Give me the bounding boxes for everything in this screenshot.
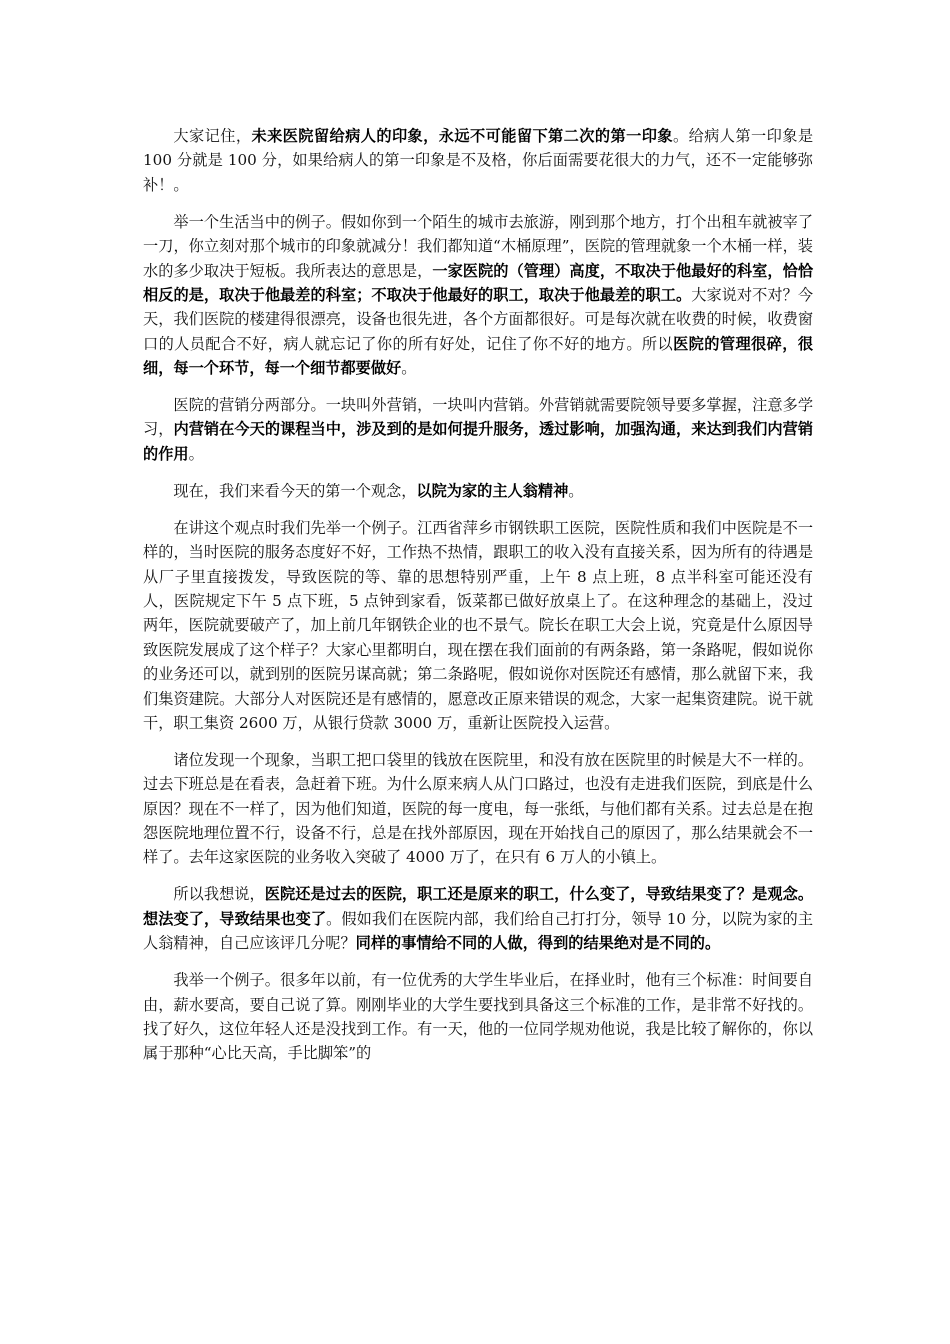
bold-text-run: 一家医院的（管理）高度，不取决于他最好的科室，恰恰相反的是，取决于他最差的科室；不取决于他最好的职工，取决于他最差的职工。 <box>143 261 814 304</box>
bold-text-run: 未来医院留给病人的印象，永远不可能留下第二次的第一印象 <box>251 127 673 145</box>
bold-text-run: 以院为家的主人翁精神 <box>416 481 569 500</box>
bold-text-run: 医院还是过去的医院，职工还是原来的职工，什么变了，导致结果变了？是观念。想法变了，导致结果也变了 <box>143 885 814 928</box>
text-run: 大家记住， <box>173 127 252 145</box>
paragraph-4 <box>143 479 813 503</box>
text-run: 。给病人第一印象是 100 分就是 100 分，如果给病人的第一印象是不及格，你后面需要花很大的力气，还不一定能够弥补！。 <box>143 127 814 194</box>
text-run: 在讲这个观点时我们先举一个例子。江西省萍乡市钢铁职工医院，医院性质和我们中医院是不一样的，当时医院的服务态度好不好，工作热不热情，跟职工的收入没有直接关系，因为所有的待遇是从厂子里直接拨发，导致医院的等、靠的思想特别严重，上午 8 点上班，8 点半科室可能还没有人，医院规定下午 5 点下班，5 点钟到家看，饭菜都已做好放桌上了。在这种理念的基础上，没过两年，医院就要破产了，加上前几年钢铁企业的也不景气。院长在职工大会上说，究竟是什么原因导致医院发展成了这个样子？大家心里都明白，现在摆在我们面前的有两条路，第一条路呢，假如说你的业务还可以，就到别的医院另谋高就；第二条路呢，假如说你对医院还有感情，那么就留下来，我们集资建院。大部分人对医院还是有感情的，愿意改正原来错误的观念，大家一起集资建院。说干就干，职工集资 2600 万，从银行贷款 3000 万，重新让医院投入运营。 <box>143 518 813 732</box>
paragraph-5 <box>143 516 813 736</box>
paragraph-3 <box>143 393 813 466</box>
text-run: 大家说对不对？今天，我们医院的楼建得很漂亮，设备也很先进，各个方面都很好。可是每次就在收费的时候，收费窗口的人员配合不好，病人就忘记了你的所有好处，记住了你不好的地方。所以 <box>143 285 814 353</box>
paragraph-6 <box>143 748 813 870</box>
text-run: 举一个生活当中的例子。假如你到一个陌生的城市去旅游，刚到那个地方，打个出租车就被宰了一刀，你立刻对那个城市的印象就减分！我们都知道“木桶原理”，医院的管理就象一个木桶一样，装水的多少取决于短板。我所表达的意思是， <box>143 212 813 280</box>
bold-text-run: 同样的事情给不同的人做，得到的结果绝对是不同的。 <box>355 934 721 953</box>
text-run: 医院的营销分两部分。一块叫外营销，一块叫内营销。外营销就需要院领导要多掌握，注意多学习， <box>143 396 813 439</box>
paragraph-1 <box>143 124 813 197</box>
text-run: 所以我想说， <box>173 885 265 904</box>
bold-text-run: 医院的管理很碎，很细，每一个环节，每一个细节都要做好 <box>143 334 814 378</box>
paragraph-8 <box>143 968 813 1066</box>
text-run: 现在，我们来看今天的第一个观念， <box>173 481 417 500</box>
text-run: 。假如我们在医院内部，我们给自己打打分，领导 10 分，以院为家的主人翁精神，自己应该评几分呢？ <box>143 909 814 953</box>
text-run: 诸位发现一个现象，当职工把口袋里的钱放在医院里，和没有放在医院里的时候是大不一样的。过去下班总是在看表，急赶着下班。为什么原来病人从门口路过，也没有走进我们医院，到底是什么原因？现在不一样了，因为他们知道，医院的每一度电，每一张纸，与他们都有关系。过去总是在抱怨医院地理位置不行，设备不行，总是在找外部原因，现在开始找自己的原因了，那么结果就会不一样了。去年这家医院的业务收入突破了 4000 万了，在只有 6 万人的小镇上。 <box>143 750 813 867</box>
document-body <box>143 124 813 1078</box>
text-run: 。 <box>188 444 204 463</box>
text-run: 我举一个例子。很多年以前，有一位优秀的大学生毕业后，在择业时，他有三个标准：时间要自由，薪水要高，要自己说了算。刚刚毕业的大学生要找到具备这三个标准的工作，是非常不好找的。找了好久，这位年轻人还是没找到工作。有一天，他的一位同学规劝他说，我是比较了解你的，你以属于那种“心比天高，手比脚笨”的 <box>143 971 813 1063</box>
bold-text-run: 内营销在今天的课程当中，涉及到的是如何提升服务，透过影响，加强沟通，来达到我们内营销的作用 <box>143 420 814 463</box>
text-run: 。 <box>568 481 584 500</box>
paragraph-2 <box>143 210 813 381</box>
paragraph-7 <box>143 882 813 955</box>
text-run: 。 <box>401 359 417 378</box>
